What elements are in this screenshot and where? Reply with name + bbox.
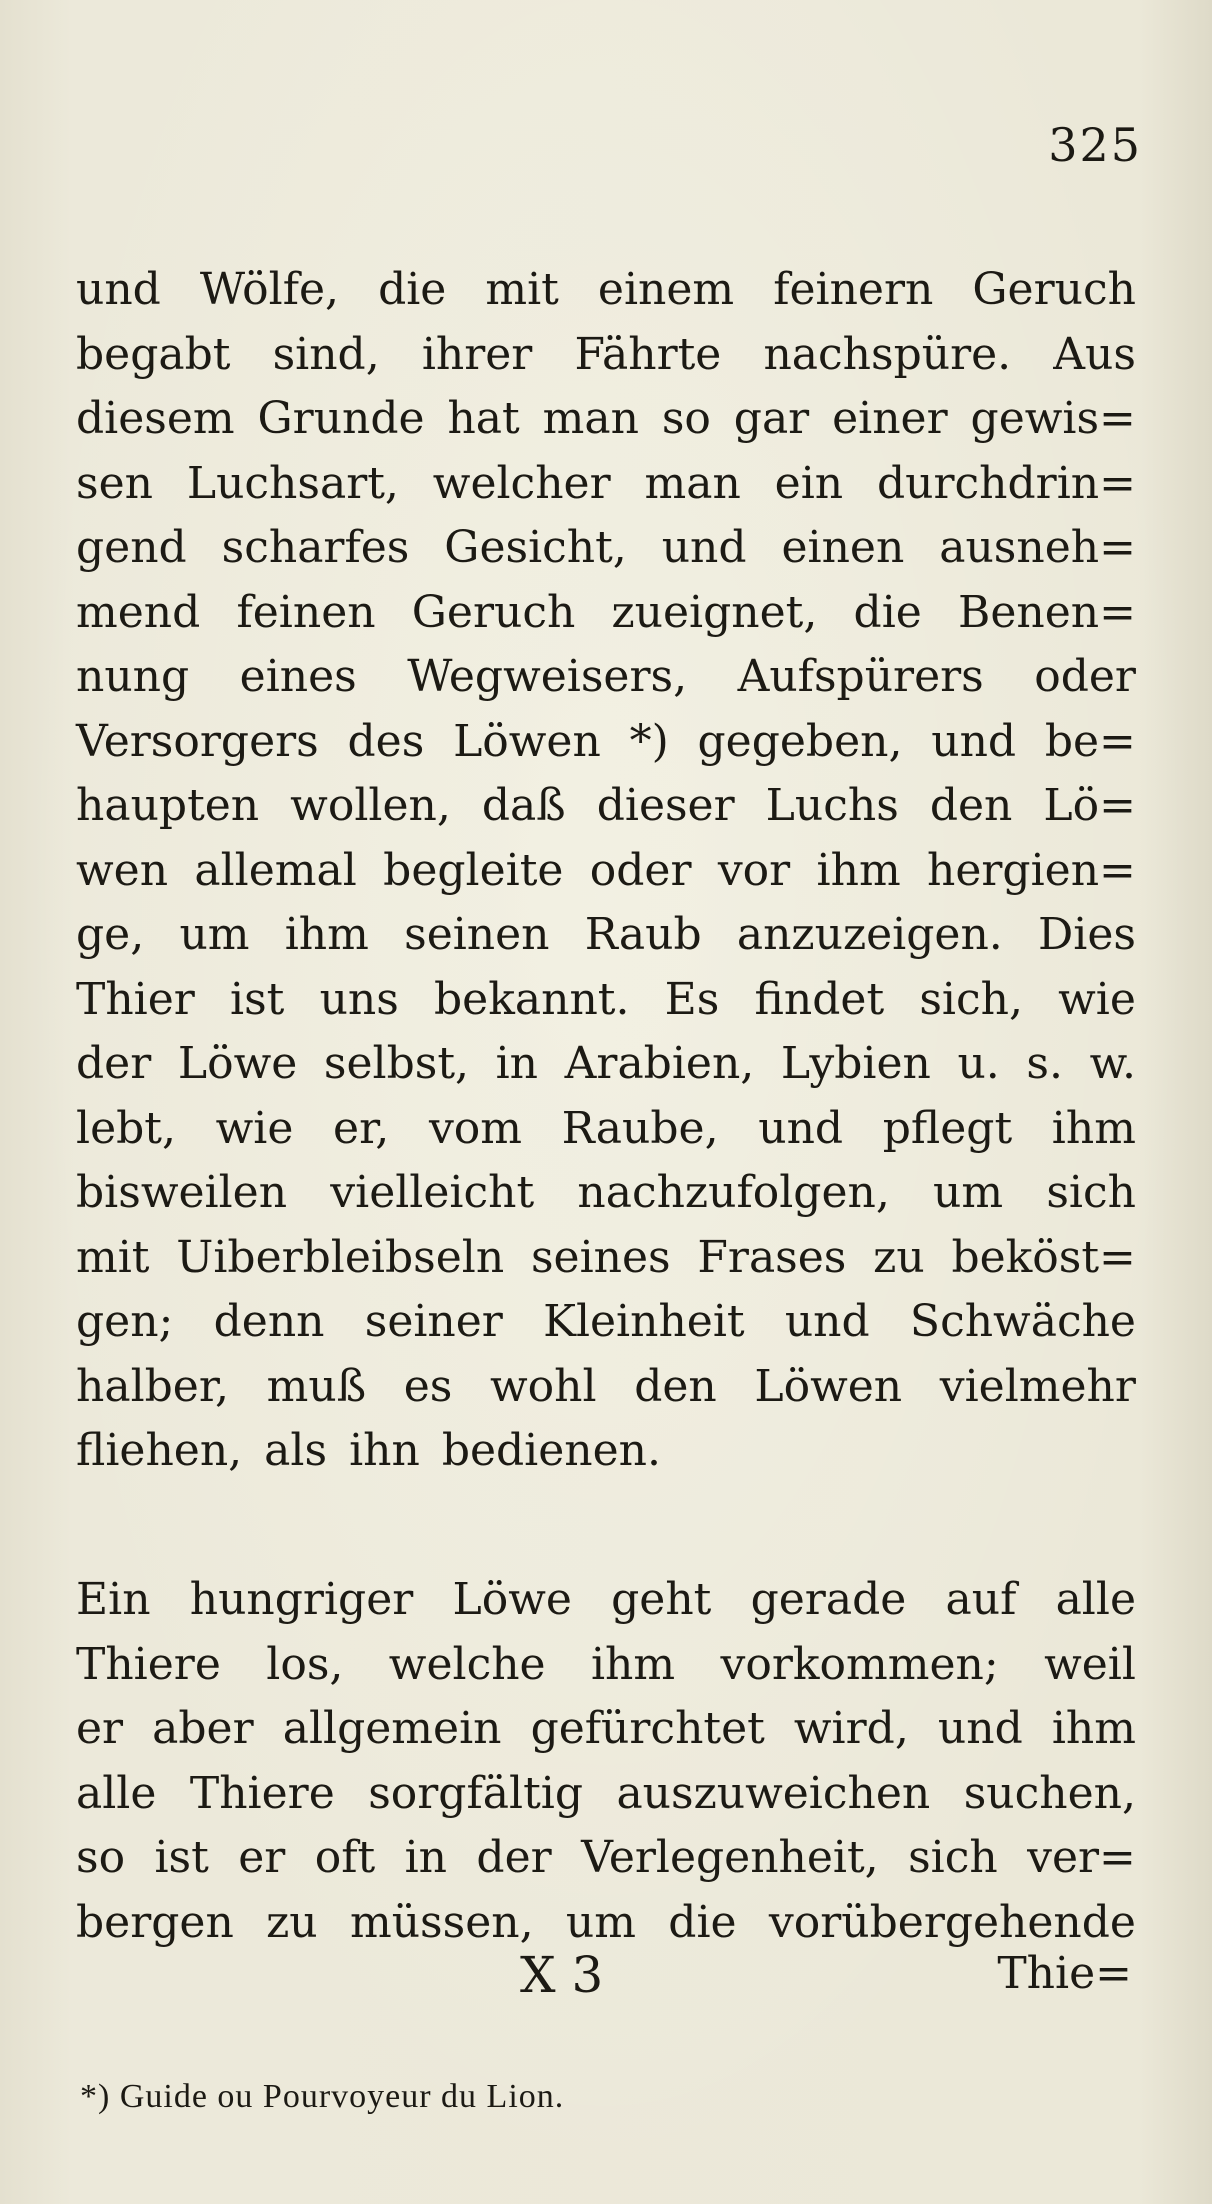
word: der xyxy=(76,1038,152,1089)
word: *) xyxy=(629,715,669,767)
word: Verlegenheit, xyxy=(581,1832,879,1883)
word: er xyxy=(238,1832,286,1883)
word: gen; xyxy=(76,1296,174,1347)
word: einer xyxy=(832,393,948,444)
word: nachzufolgen, xyxy=(577,1167,890,1218)
word: sich xyxy=(1046,1167,1136,1218)
word: der xyxy=(476,1832,552,1883)
word: man xyxy=(542,393,639,444)
word: wird, xyxy=(793,1703,909,1754)
word: Arabien, xyxy=(564,1038,755,1089)
word: so xyxy=(76,1832,126,1883)
word: ist xyxy=(230,973,285,1025)
word: vom xyxy=(428,1102,523,1154)
word: feinern xyxy=(773,264,934,315)
word: ihn xyxy=(349,1425,420,1476)
word: Wegweisers, xyxy=(407,651,688,702)
word: dieser xyxy=(596,780,735,831)
word: Raube, xyxy=(561,1102,719,1154)
word: Geruch xyxy=(411,586,576,638)
word: zu xyxy=(266,1896,318,1948)
word: weil xyxy=(1044,1638,1136,1690)
word: oft xyxy=(314,1832,376,1883)
word: zu xyxy=(873,1231,925,1283)
word: Raub xyxy=(584,909,702,960)
word: sich, xyxy=(919,973,1023,1025)
word: daß xyxy=(481,780,566,831)
text-line xyxy=(76,522,1136,573)
word: Luchs xyxy=(765,780,899,831)
word: ihm xyxy=(284,909,369,960)
word: findet xyxy=(754,973,885,1025)
word: allgemein xyxy=(282,1703,502,1754)
word: Aus xyxy=(1053,328,1136,380)
word: ist xyxy=(154,1832,209,1883)
word: sen xyxy=(76,457,153,509)
word: mit xyxy=(76,1231,150,1283)
word: Frases xyxy=(697,1231,847,1283)
word: vielleicht xyxy=(330,1167,535,1218)
text-line xyxy=(76,1425,1136,1476)
text-line xyxy=(76,457,1136,509)
word: anzuzeigen. xyxy=(736,909,1003,960)
word: vielmehr xyxy=(939,1360,1136,1412)
word: Thiere xyxy=(189,1767,335,1819)
text-line xyxy=(76,1832,1136,1883)
text-line xyxy=(76,1767,1136,1819)
word: und xyxy=(76,264,161,315)
text-line xyxy=(76,1231,1136,1283)
word: und xyxy=(661,522,747,573)
word: einen xyxy=(781,522,905,573)
word: wen xyxy=(76,844,169,896)
word: aber xyxy=(152,1703,254,1754)
word: haupten xyxy=(76,780,260,831)
word: u. xyxy=(957,1038,1000,1089)
word: hergien= xyxy=(927,844,1136,896)
catchword: Thie= xyxy=(997,1948,1132,1999)
word: die xyxy=(378,264,447,315)
text-line xyxy=(76,1038,1136,1089)
word: denn xyxy=(213,1296,325,1347)
word: ihm xyxy=(1051,1703,1136,1754)
word: ver= xyxy=(1027,1832,1136,1883)
word: mend xyxy=(76,586,201,638)
word: uns xyxy=(319,973,399,1025)
word: des xyxy=(347,715,425,767)
word: Löwe xyxy=(177,1038,298,1089)
word: Thier xyxy=(76,973,195,1025)
word: Lybien xyxy=(780,1038,931,1089)
word: wie xyxy=(215,1102,294,1154)
word: Luchsart, xyxy=(186,457,399,509)
word: geht xyxy=(611,1574,712,1625)
word: und xyxy=(758,1102,844,1154)
word: ausneh= xyxy=(939,522,1136,573)
word: Wölfe, xyxy=(199,264,340,315)
word: mit xyxy=(485,264,559,315)
word: Benen= xyxy=(958,586,1136,638)
word: oder xyxy=(589,844,692,896)
text-line xyxy=(76,844,1136,896)
word: hungriger xyxy=(189,1574,414,1625)
word: um xyxy=(179,909,250,960)
text-line xyxy=(76,973,1136,1025)
text-line xyxy=(76,393,1136,444)
word: durchdrin= xyxy=(876,457,1136,509)
word: in xyxy=(495,1038,539,1089)
word: ge, xyxy=(76,909,145,960)
word: in xyxy=(404,1832,448,1883)
word: gerade xyxy=(750,1574,907,1625)
word: zueignet, xyxy=(611,586,818,638)
word: auszuweichen xyxy=(616,1767,931,1819)
word: und xyxy=(931,715,1017,767)
word: den xyxy=(634,1360,717,1412)
word: seiner xyxy=(364,1296,503,1347)
word: feinen xyxy=(236,586,376,638)
word: eines xyxy=(239,651,357,702)
text-line xyxy=(76,909,1136,960)
word: nachspüre. xyxy=(763,328,1012,380)
word: alle xyxy=(76,1767,157,1819)
word: und xyxy=(937,1703,1023,1754)
text-line xyxy=(76,1574,1136,1625)
word: Grunde xyxy=(257,393,425,444)
word: selbst, xyxy=(323,1038,469,1089)
word: Uiberbleibseln xyxy=(176,1231,505,1283)
word: Löwe xyxy=(452,1574,572,1625)
word: fliehen, xyxy=(76,1425,243,1476)
word: es xyxy=(403,1360,453,1412)
word: be= xyxy=(1044,715,1136,767)
word: man xyxy=(644,457,741,509)
word: Ein xyxy=(76,1574,151,1625)
word: bergen xyxy=(76,1896,234,1948)
word: begabt xyxy=(76,328,231,380)
word: w. xyxy=(1089,1038,1136,1089)
word: allemal xyxy=(194,844,357,896)
word: sich xyxy=(908,1832,998,1883)
word: oder xyxy=(1034,651,1136,702)
text-line xyxy=(76,586,1136,638)
word: wie xyxy=(1058,973,1136,1025)
word: Thiere xyxy=(76,1638,221,1690)
word: die xyxy=(668,1896,737,1948)
text-line xyxy=(76,1896,1136,1948)
word: los, xyxy=(266,1638,344,1690)
word: seines xyxy=(530,1231,671,1283)
text-line xyxy=(76,264,1136,315)
word: Dies xyxy=(1038,909,1136,960)
word: Lö= xyxy=(1043,780,1136,831)
word: alle xyxy=(1055,1574,1136,1625)
word: wollen, xyxy=(290,780,451,831)
word: um xyxy=(565,1896,636,1948)
word: müssen, xyxy=(349,1896,534,1948)
word: nung xyxy=(76,651,190,702)
word: Löwen xyxy=(754,1360,903,1412)
word: diesem xyxy=(76,393,235,444)
word: er xyxy=(76,1703,124,1754)
word: und xyxy=(784,1296,870,1347)
text-line xyxy=(76,1296,1136,1347)
word: gegeben, xyxy=(697,715,903,767)
text-line xyxy=(76,651,1136,702)
word: seinen xyxy=(404,909,550,960)
word: suchen, xyxy=(963,1767,1136,1819)
word: pflegt xyxy=(882,1102,1013,1154)
word: ihm xyxy=(1051,1102,1136,1154)
word: Geruch xyxy=(972,264,1136,315)
word: ihm xyxy=(816,844,901,896)
word: vorkommen; xyxy=(720,1638,999,1690)
word: bedienen. xyxy=(441,1425,661,1476)
text-line xyxy=(76,780,1136,831)
word: gend xyxy=(76,522,187,573)
text-line xyxy=(76,1638,1136,1690)
text-line xyxy=(76,328,1136,380)
word: bekannt. xyxy=(434,973,630,1025)
word: muß xyxy=(266,1360,367,1412)
word: sorgfältig xyxy=(368,1767,583,1819)
word: welcher xyxy=(432,457,611,509)
word: Aufspürers xyxy=(737,651,984,702)
text-line xyxy=(76,1102,1136,1154)
word: sind, xyxy=(272,328,380,380)
word: begleite xyxy=(383,844,564,896)
word: einem xyxy=(597,264,735,315)
word: als xyxy=(264,1425,328,1476)
word: wohl xyxy=(490,1360,597,1412)
word: Fährte xyxy=(574,328,722,380)
word: halber, xyxy=(76,1360,230,1412)
word: vorübergehende xyxy=(768,1896,1136,1948)
word: gefürchtet xyxy=(530,1703,765,1754)
word: bisweilen xyxy=(76,1167,288,1218)
word: beköst= xyxy=(951,1231,1136,1283)
word: er, xyxy=(333,1102,390,1154)
word: Gesicht, xyxy=(444,522,627,573)
footnote: *) Guide ou Pourvoyeur du Lion. xyxy=(80,2078,565,2115)
word: gar xyxy=(733,393,810,444)
text-line xyxy=(76,1360,1136,1412)
word: den xyxy=(929,780,1013,831)
text-line xyxy=(76,1703,1136,1754)
text-line xyxy=(76,715,1136,767)
word: ihrer xyxy=(421,328,533,380)
word: vor xyxy=(717,844,791,896)
word: Es xyxy=(664,973,720,1025)
word: welche xyxy=(388,1638,546,1690)
word: scharfes xyxy=(221,522,410,573)
word: ihm xyxy=(590,1638,676,1690)
word: hat xyxy=(447,393,520,444)
page-number: 325 xyxy=(1048,118,1142,172)
signature-mark: X 3 xyxy=(520,1946,604,2004)
word: ein xyxy=(774,457,844,509)
word: gewis= xyxy=(970,393,1136,444)
word: die xyxy=(853,586,922,638)
word: Löwen xyxy=(453,715,601,767)
word: Kleinheit xyxy=(543,1296,745,1347)
word: so xyxy=(661,393,711,444)
word: Schwäche xyxy=(909,1296,1136,1347)
text-line xyxy=(76,1167,1136,1218)
word: auf xyxy=(945,1574,1017,1625)
word: s. xyxy=(1026,1038,1063,1089)
word: lebt, xyxy=(76,1102,176,1154)
word: Versorgers xyxy=(76,715,319,767)
word: um xyxy=(933,1167,1004,1218)
